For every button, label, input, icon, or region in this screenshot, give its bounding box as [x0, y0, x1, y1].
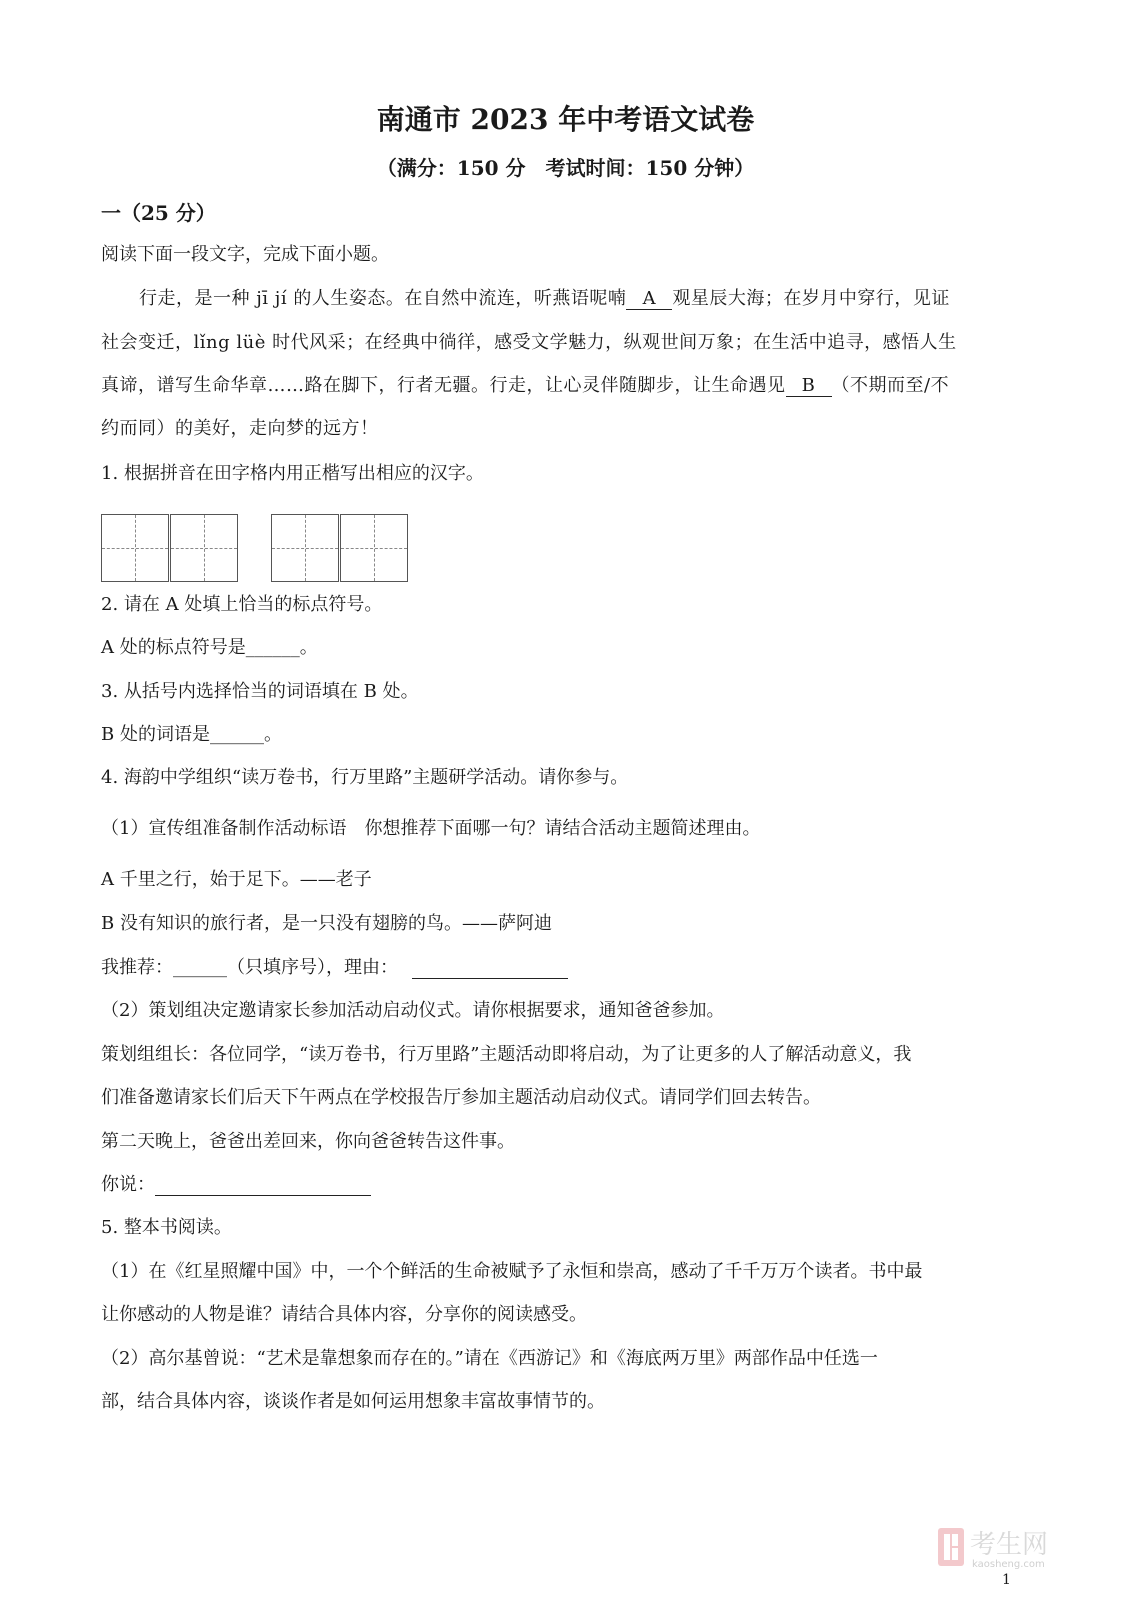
passage-line-3 [101, 371, 949, 397]
question-5-2b: 部，结合具体内容，谈谈作者是如何运用想象丰富故事情节的。 [101, 1391, 605, 1412]
reading-instruction: 阅读下面一段文字，完成下面小题。 [101, 244, 389, 265]
option-b: B 没有知识的旅行者，是一只没有翅膀的鸟。——萨阿迪 [101, 913, 552, 934]
passage-text: （不期而至/不 [831, 375, 950, 396]
next-day-line: 第二天晚上，爸爸出差回来，你向爸爸转告这件事。 [101, 1131, 515, 1152]
question-4-1: （1）宣传组准备制作活动标语 你想推荐下面哪一句？请结合活动主题简述理由。 [101, 818, 761, 839]
passage-text: 真谛，谱写生命华章……路在脚下，行者无疆。行走，让心灵伴随脚步，让生命遇见 [101, 375, 786, 396]
kaosheng-watermark [938, 1524, 1088, 1570]
passage-line-2: 社会变迁，lǐng lüè 时代风采；在经典中徜徉，感受文学魅力，纵观世间万象；在生活中追寻，感悟人生 [101, 332, 957, 353]
reason-blank[interactable] [412, 957, 568, 979]
question-5-2a: （2）高尔基曾说：“艺术是靠想象而存在的。”请在《西游记》和《海底两万里》两部作品中任选一 [101, 1348, 878, 1369]
exam-title: 南通市 2023 年中考语文试卷 [376, 103, 755, 136]
question-2: 2. 请在 A 处填上恰当的标点符号。 [101, 594, 383, 615]
question-3-answer: B 处的词语是______。 [101, 724, 282, 745]
you-say-line [101, 1170, 371, 1196]
question-1: 1. 根据拼音在田字格内用正楷写出相应的汉字。 [101, 463, 484, 484]
tianzige-cell[interactable] [340, 514, 408, 582]
tianzige-cell[interactable] [271, 514, 339, 582]
question-5-1a: （1）在《红星照耀中国》中，一个个鲜活的生命被赋予了永恒和崇高，感动了千千万万个读者。书中最 [101, 1261, 923, 1282]
you-say-blank[interactable] [155, 1174, 371, 1196]
blank-a: A [626, 288, 672, 310]
page-number: 1 [1002, 1572, 1011, 1588]
passage-text: 观星辰大海；在岁月中穿行，见证 [672, 288, 950, 309]
watermark-logo-icon [938, 1524, 1088, 1570]
recommend-text: 我推荐：______（只填序号），理由： [101, 957, 398, 978]
question-4-2: （2）策划组决定邀请家长参加活动启动仪式。请你根据要求，通知爸爸参加。 [101, 1000, 725, 1021]
passage-line-4: 约而同）的美好，走向梦的远方！ [101, 418, 379, 439]
passage-line-1 [139, 284, 950, 310]
section-heading: 一（25 分） [101, 201, 216, 225]
question-2-answer: A 处的标点符号是______。 [101, 637, 318, 658]
exam-subtitle: （满分：150 分 考试时间：150 分钟） [376, 156, 755, 180]
question-3: 3. 从括号内选择恰当的词语填在 B 处。 [101, 681, 419, 702]
watermark-cn: 考生网 [970, 1530, 1049, 1560]
leader-speech-1: 策划组组长：各位同学，“读万卷书，行万里路”主题活动即将启动，为了让更多的人了解活动意义，我 [101, 1044, 912, 1065]
question-5-1b: 让你感动的人物是谁？请结合具体内容，分享你的阅读感受。 [101, 1304, 587, 1325]
blank-b: B [786, 375, 832, 397]
question-5: 5. 整本书阅读。 [101, 1217, 232, 1238]
recommend-line [101, 953, 568, 979]
leader-speech-2: 们准备邀请家长们后天下午两点在学校报告厅参加主题活动启动仪式。请同学们回去转告。 [101, 1087, 821, 1108]
tianzige-cell[interactable] [170, 514, 238, 582]
question-4: 4. 海韵中学组织“读万卷书，行万里路”主题研学活动。请你参与。 [101, 767, 629, 788]
option-a: A 千里之行，始于足下。——老子 [101, 869, 372, 890]
you-say-label: 你说： [101, 1174, 155, 1195]
passage-text: 行走，是一种 jī jí 的人生姿态。在自然中流连，听燕语呢喃 [139, 288, 627, 309]
watermark-en: kaosheng.com [972, 1559, 1045, 1570]
tianzige-cell[interactable] [101, 514, 169, 582]
